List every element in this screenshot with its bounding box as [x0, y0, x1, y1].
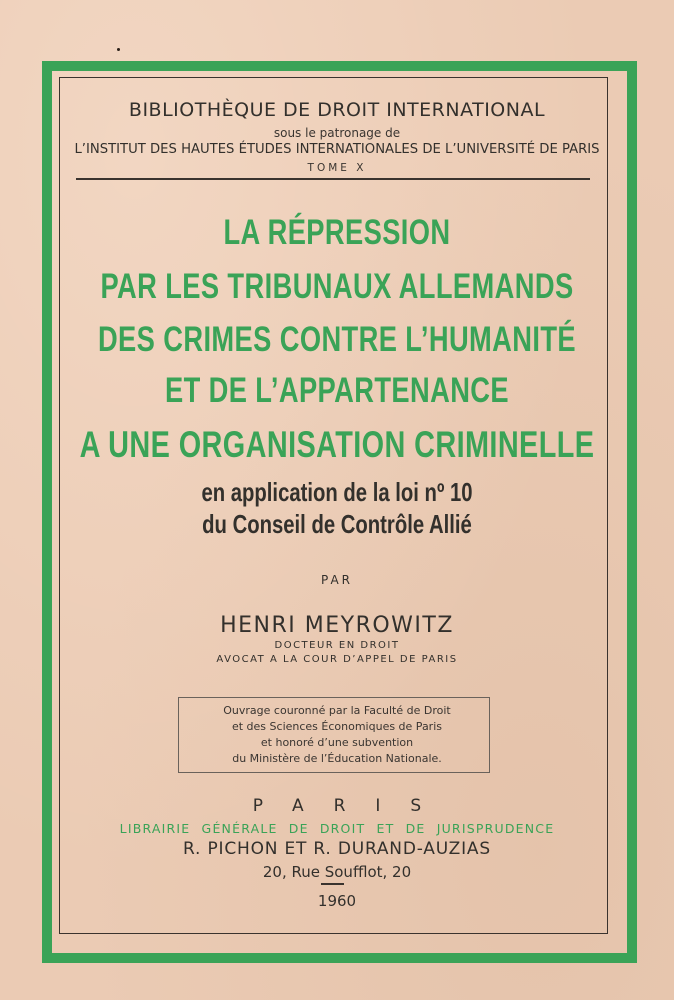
imprint-city: PARIS	[252, 796, 452, 816]
series-name: BIBLIOTHÈQUE DE DROIT INTERNATIONAL	[128, 99, 546, 121]
author-name: HENRI MEYROWITZ	[220, 613, 454, 638]
institute-name: L’INSTITUT DES HAUTES ÉTUDES INTERNATIONALES DE L’UNIVERSITÉ DE PARIS	[74, 142, 600, 157]
header-divider	[76, 178, 590, 180]
patronage-text: sous le patronage de	[273, 126, 401, 140]
by-label: PAR	[320, 573, 353, 587]
award-line-4: du Ministère de l’Éducation Nationale.	[232, 752, 442, 765]
title-line-1: LA RÉPRESSION	[223, 213, 451, 252]
publication-year: 1960	[317, 892, 357, 910]
author-credential-1: DOCTEUR EN DROIT	[274, 640, 400, 651]
address-dash	[321, 883, 344, 885]
award-line-3: et honoré d’une subvention	[260, 736, 414, 749]
title-line-2: PAR LES TRIBUNAUX ALLEMANDS	[100, 267, 574, 306]
subtitle-line-2: du Conseil de Contrôle Allié	[202, 509, 472, 539]
title-line-4: ET DE L’APPARTENANCE	[164, 371, 510, 410]
publisher-name: LIBRAIRIE GÉNÉRALE DE DROIT ET DE JURISPRUDENCE	[119, 821, 555, 836]
title-line-3: DES CRIMES CONTRE L’HUMANITÉ	[97, 320, 577, 359]
printer-name: R. PICHON ET R. DURAND-AUZIAS	[183, 839, 491, 859]
title-line-5: A UNE ORGANISATION CRIMINELLE	[79, 424, 595, 465]
award-line-1: Ouvrage couronné par la Faculté de Droit	[223, 704, 451, 717]
publisher-address: 20, Rue Soufflot, 20	[262, 863, 412, 881]
paper-speck	[117, 48, 120, 51]
subtitle-line-1: en application de la loi nº 10	[201, 477, 473, 507]
award-line-2: et des Sciences Économiques de Paris	[231, 720, 442, 733]
volume-number: TOME X	[307, 162, 367, 174]
author-credential-2: AVOCAT A LA COUR D’APPEL DE PARIS	[216, 654, 458, 665]
